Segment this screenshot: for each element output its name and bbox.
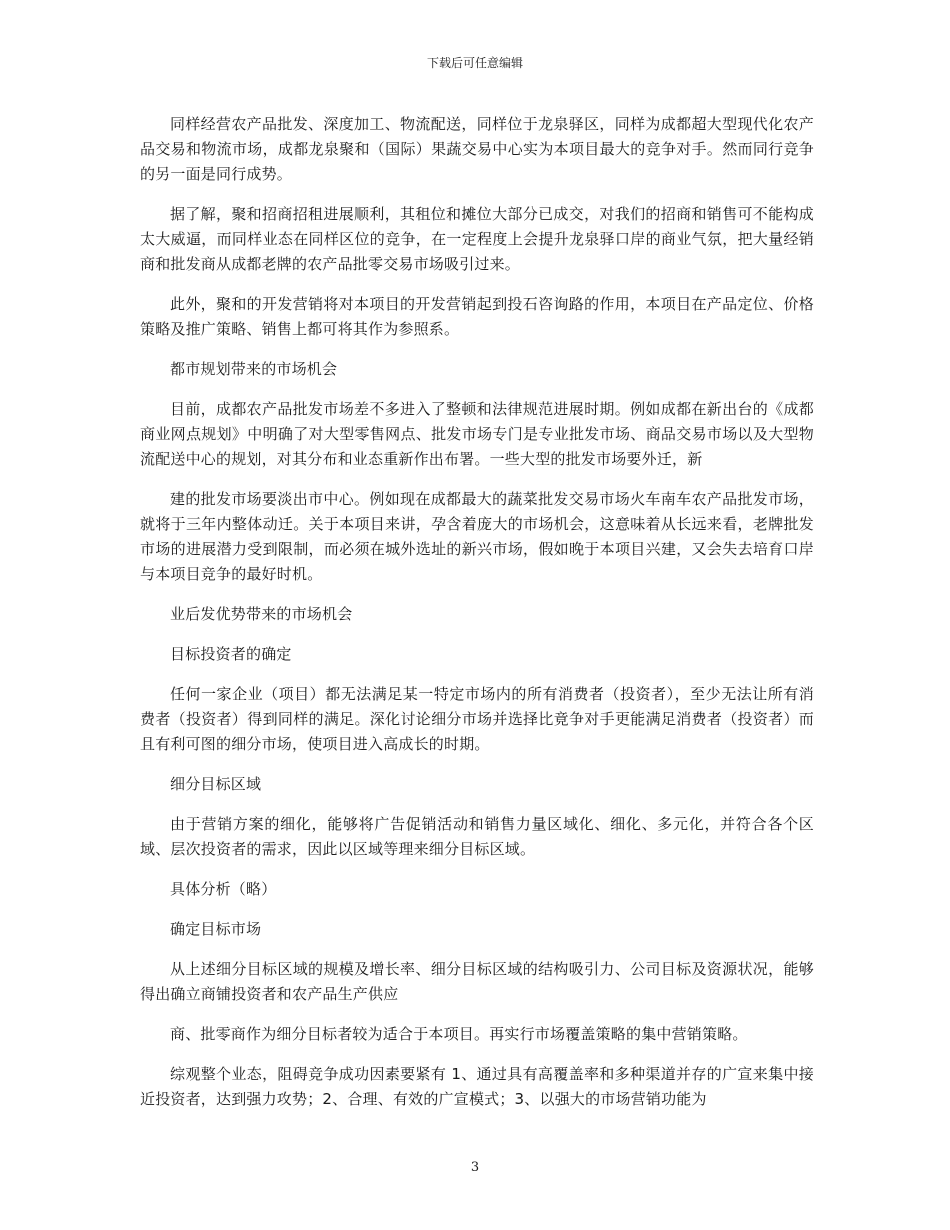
document-body <box>140 112 814 1127</box>
section-heading-late-mover: 业后发优势带来的市场机会 <box>170 605 353 623</box>
paragraph-market-relocation: 建的批发市场要淡出市中心。例如现在成都最大的蔬菜批发交易市场火车南车农产品批发市场，就将于三年内整体动迁。关于本项目来讲，孕含着庞大的市场机会，这意味着从长远来看，老牌批发市场的进展潜力受到限制，而必须在城外选址的新兴市场，假如晚于本项目兴建，又会失去培育口岸与本项目竞争的最好时机。 <box>140 490 814 583</box>
section-heading-target-investors: 目标投资者的确定 <box>170 645 292 663</box>
paragraph-juhe-leasing: 据了解，聚和招商招租进展顺利，其租位和摊位大部分已成交，对我们的招商和销售可不能构成太大威逼，而同样业态在同样区位的竞争，在一定程度上会提升龙泉驿口岸的商业气氛，把大量经销商和批发商从成都老牌的农产品批零交易市场吸引过来。 <box>140 205 814 273</box>
paragraph-market-regulation: 目前，成都农产品批发市场差不多进入了整顿和法律规范进展时期。例如成都在新出台的《成都商业网点规划》中明确了对大型零售网点、批发市场专门是专业批发市场、商品交易市场以及大型物流配送中心的规划，对其分布和业态重新作出布署。一些大型的批发市场要外迁，新 <box>140 400 814 468</box>
paragraph-target-market-strategy: 商、批零商作为细分目标者较为适合于本项目。再实行市场覆盖策略的集中营销策略。 <box>170 1025 748 1043</box>
paragraph-target-market-scale: 从上述细分目标区域的规模及增长率、细分目标区域的结构吸引力、公司目标及资源状况，能够得出确立商铺投资者和农产品生产供应 <box>140 960 814 1003</box>
paragraph-competitor-overview: 同样经营农产品批发、深度加工、物流配送，同样位于龙泉驿区，同样为成都超大型现代化农产品交易和物流市场，成都龙泉聚和（国际）果蔬交易中心实为本项目最大的竞争对手。然而同行竞争的另一面是同行成势。 <box>140 115 814 183</box>
section-heading-urban-planning: 都市规划带来的市场机会 <box>170 360 338 378</box>
paragraph-investor-segmentation: 任何一家企业（项目）都无法满足某一特定市场内的所有消费者（投资者），至少无法让所有消费者（投资者）得到同样的满足。深化讨论细分市场并选择比竟争对手更能满足消费者（投资者）而且有利可图的细分市场，使项目进入高成长的时期。 <box>140 685 814 753</box>
paragraph-success-factors: 综观整个业态，阻碍竞争成功因素要紧有 1、通过具有高覆盖率和多种渠道并存的广宣来集中接近投资者，达到强力攻势；2、合理、有效的广宣模式；3、以强大的市场营销功能为 <box>140 1065 814 1108</box>
section-heading-target-regions: 细分目标区域 <box>170 775 262 793</box>
paragraph-juhe-reference: 此外，聚和的开发营销将对本项目的开发营销起到投石咨询路的作用，本项目在产品定位、价格策略及推广策略、销售上都可将其作为参照系。 <box>140 295 814 338</box>
section-heading-analysis: 具体分析（略） <box>170 880 277 898</box>
page-header: 下载后可任意编辑 <box>426 56 523 70</box>
page-number: 3 <box>470 1160 480 1175</box>
section-heading-target-market: 确定目标市场 <box>170 920 262 938</box>
paragraph-regional-segmentation: 由于营销方案的细化，能够将广告促销活动和销售力量区域化、细化、多元化，并符合各个区域、层次投资者的需求，因此以区域等理来细分目标区域。 <box>140 815 814 858</box>
